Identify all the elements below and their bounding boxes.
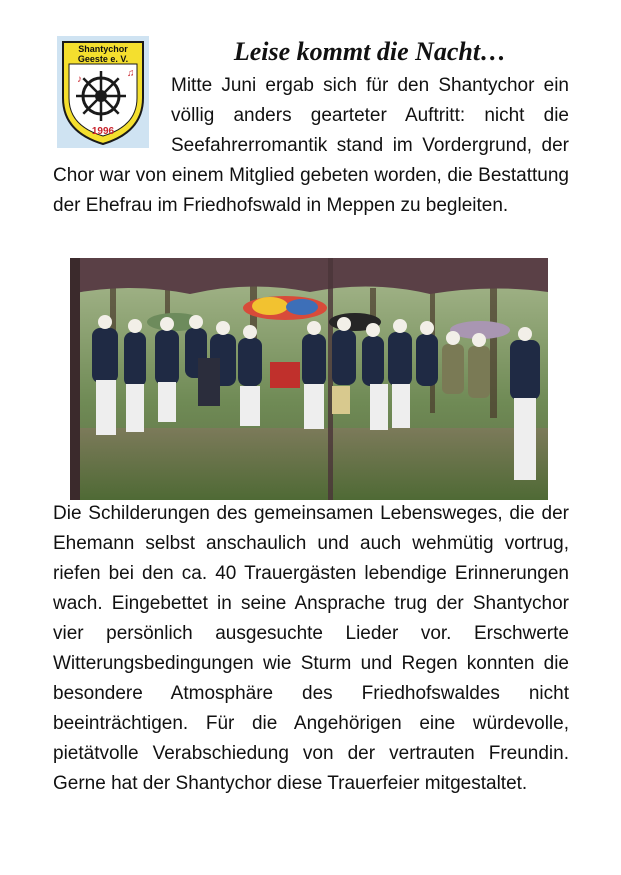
article-title: Leise kommt die Nacht…: [233, 37, 507, 66]
logo-year: 1996: [91, 126, 115, 137]
logo-line2: Geeste e. V.: [77, 54, 129, 64]
choir-photo: [70, 258, 548, 500]
logo-line1: Shantychor: [78, 44, 128, 54]
article-body: Die Schilderungen des gemeinsamen Lebensweges, die der Ehemann selbst anschaulich und auch wehmütig vortrug, riefen bei den ca. 40 Trauergästen lebendige Erinnerungen wach. Eingebettet in seine Ansprache trug der Shantychor vier persönlich ausgesuchte Lieder vor. Erschwerte Witterungsbedingungen wie Sturm und Regen konnten die besondere Atmosphäre des Friedhofswaldes nicht beeinträchtigen. Für die Angehörigen eine würdevolle, pietätvolle Verabschiedung von der vertrauten Freundin. Gerne hat der Shantychor diese Trauerfeier mitgestaltet.: [53, 503, 569, 794]
music-note-icon: ♫: [127, 68, 135, 79]
article-intro: [53, 71, 569, 221]
intro-text: Mitte Juni ergab sich für den Shantychor ein völlig anders gearteter Auftritt: nicht die Seefahrerromantik stand im Vordergrund, der Chor war von einem Mitglied gebeten worden, die Bestattung der Ehefrau im Friedhofswald in Meppen zu begleiten.: [53, 75, 569, 216]
music-note-icon: ♪: [77, 74, 82, 85]
logo-float-spacer: [53, 71, 171, 161]
